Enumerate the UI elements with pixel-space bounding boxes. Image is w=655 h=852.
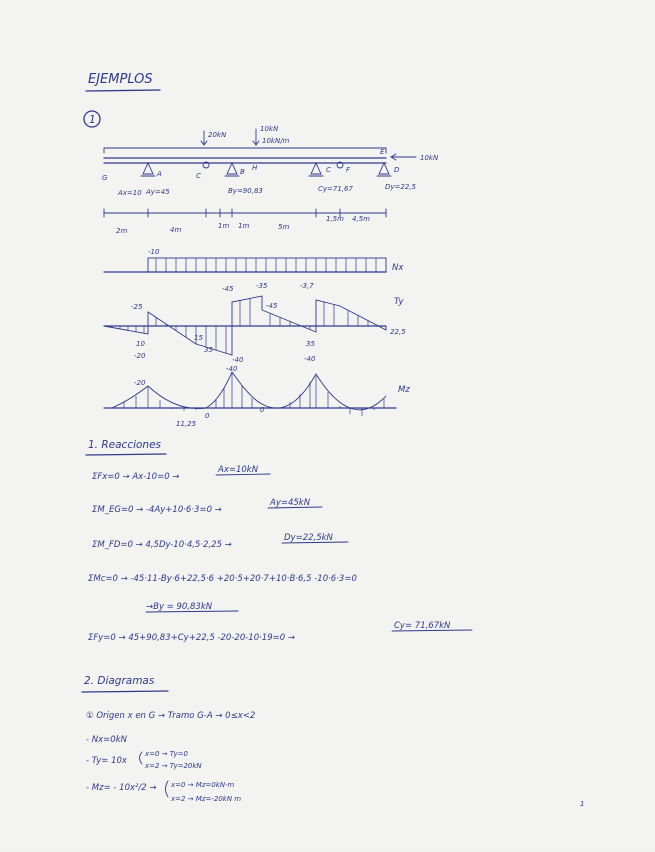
reaction-cy: Cy=71,67 (318, 185, 353, 193)
exercise-number: 1 (89, 114, 96, 126)
node-h: H (252, 164, 258, 172)
ty-value-8: 15 (194, 334, 203, 342)
ty-value-4: -3,7 (300, 282, 314, 290)
mz-brace (166, 781, 169, 797)
nx-label: Nx (392, 263, 404, 273)
section2-mz-b2: x=2 → Mz=-20kN m (171, 795, 242, 803)
beam (104, 158, 386, 163)
support-d (377, 163, 391, 176)
nx-block (148, 258, 386, 272)
section2-ty-b2: x=2 → Ty=20kN (145, 762, 202, 770)
node-b: B (240, 168, 245, 176)
dist-load-label: 10kN/m (262, 137, 290, 145)
ty-value-6: 10 (136, 340, 145, 348)
eq3: ΣM_FD=0 → 4,5Dy-10·4,5·2,25 → (92, 540, 232, 550)
eq2: ΣM_EG=0 → -4Ay+10·6·3=0 → (92, 505, 222, 515)
ty-brace (140, 752, 143, 764)
node-e: E (380, 148, 385, 156)
span-2: 4m (170, 226, 182, 234)
ty-value-0: -25 (131, 303, 143, 311)
mz-curve (112, 372, 386, 410)
ty-value-12: -40 (304, 355, 316, 363)
eq4-result: →By = 90,83kN (146, 602, 213, 612)
span-6: 1,5m (326, 215, 344, 223)
section2-heading: 2. Diagramas (84, 675, 155, 687)
ty-value-7: -20 (134, 352, 146, 360)
distributed-load-ends (104, 148, 386, 153)
eq4: ΣMc=0 → -45·11-By·6+22,5·6 +20·5+20·7+10·B·6,5 -10·6·3=0 (88, 574, 357, 584)
node-c-right: C (326, 166, 331, 174)
node-a: A (157, 170, 162, 178)
eq2-result: Ay=45kN (270, 498, 311, 508)
mz-value-3: 0 (205, 412, 210, 420)
ty-value-1: -45 (222, 285, 234, 293)
mz-label: Mz (398, 385, 410, 395)
node-f: F (346, 166, 351, 174)
nx-hatch (156, 258, 376, 272)
horizontal-load-label: 10kN (420, 154, 439, 162)
reaction-dy: Dy=22,5 (385, 183, 416, 191)
section2-nx: - Nx=0kN (86, 735, 127, 745)
section2-mz: - Mz= - 10x²/2 → (86, 783, 157, 793)
section2-ty-b1: x=0 → Ty=0 (145, 750, 188, 758)
page-number: 1 (580, 800, 585, 808)
ty-value-10: -40 (232, 356, 244, 364)
support-c (309, 163, 323, 176)
mz-value-0: -20 (134, 379, 146, 387)
page-title: EJEMPLOS (88, 72, 153, 87)
ty-label: Ty (394, 297, 404, 307)
section1-underline (86, 454, 166, 455)
section2-ty: - Ty= 10x (86, 756, 127, 766)
point-load-label: 20kN (208, 131, 227, 139)
ty-value-5: 22,5 (390, 328, 406, 336)
eq5-result: Cy= 71,67kN (394, 621, 451, 631)
span-3: 1m (218, 222, 230, 230)
dist-load-arrow (253, 129, 259, 145)
dist-load-top-label: 10kN (260, 125, 279, 133)
section2-underline (82, 691, 168, 692)
mz-value-4: 0 (260, 406, 265, 414)
eq3-result: Dy=22,5kN (284, 533, 333, 543)
node-d: D (394, 166, 400, 174)
section1-heading: 1. Reacciones (88, 439, 162, 451)
support-b (225, 163, 239, 176)
point-load-arrow (201, 131, 207, 145)
ty-value-3: -45 (266, 302, 278, 310)
ty-value-9: 35 (204, 346, 213, 354)
span-1: 2m (116, 227, 128, 235)
reaction-ay: Ay=45 (146, 188, 170, 196)
node-c-left: C (196, 172, 201, 180)
span-5: 5m (278, 223, 290, 231)
eq1: ΣFx=0 → Ax-10=0 → (92, 472, 180, 482)
section2-mz-b1: x=0 → Mz=0kN·m (171, 781, 235, 789)
nx-value: -10 (148, 248, 160, 256)
section2-item1: ① Origen x en G → Tramo G-A → 0≤x<2 (86, 711, 256, 721)
support-a (141, 163, 155, 176)
span-7: 4,5m (352, 215, 370, 223)
eq5: ΣFy=0 → 45+90,83+Cy+22,5 -20-20-10·19=0 → (88, 633, 295, 643)
span-4: 1m (238, 222, 250, 230)
horizontal-load-arrow (391, 154, 416, 160)
eq1-result: Ax=10kN (218, 465, 259, 475)
mz-hatch (124, 373, 384, 416)
node-g: G (102, 174, 108, 182)
ty-value-11: 35 (306, 340, 315, 348)
ty-value-2: -35 (256, 282, 268, 290)
mz-value-2: 11,25 (176, 420, 197, 428)
reaction-ax: Ax=10 (118, 189, 142, 197)
reaction-by: By=90,83 (228, 187, 263, 195)
title-underline (86, 90, 160, 91)
mz-value-1: -40 (226, 365, 238, 373)
